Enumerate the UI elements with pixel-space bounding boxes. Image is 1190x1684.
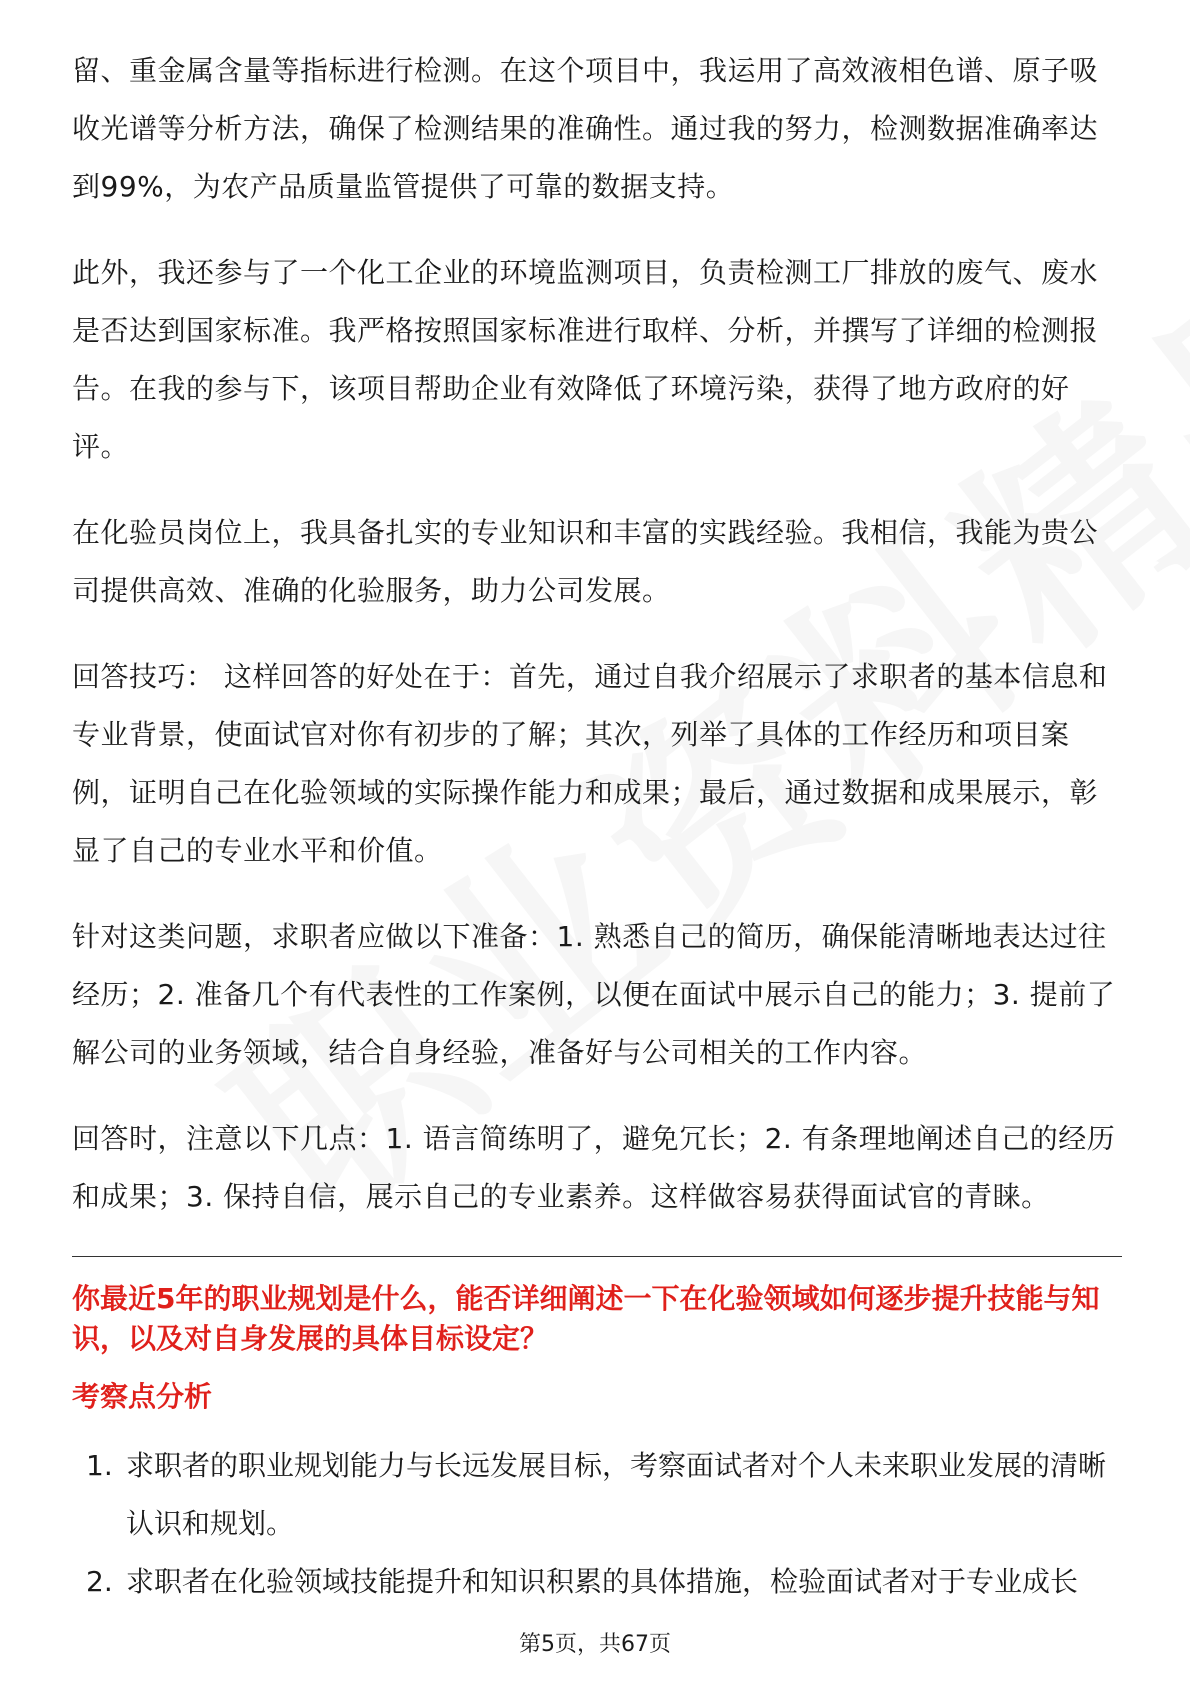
- list-item-text: 求职者的职业规划能力与长远发展目标，考察面试者对个人未来职业发展的清晰认识和规划。: [126, 1449, 1107, 1540]
- paragraph-preparation: 针对这类问题，求职者应做以下准备：1. 熟悉自己的简历，确保能清晰地表达过往经历；2. 准备几个有代表性的工作案例，以便在面试中展示自己的能力；3. 提前了解公司的业务领域，结合自身经验，准备好与公司相关的工作内容。: [72, 920, 1116, 1069]
- paragraph-notes: 回答时，注意以下几点：1. 语言简练明了，避免冗长；2. 有条理地阐述自己的经历和成果；3. 保持自信，展示自己的专业素养。这样做容易获得面试官的青睐。: [72, 1122, 1116, 1213]
- interview-question: 你最近5年的职业规划是什么，能否详细阐述一下在化验领域如何逐步提升技能与知识，以及对自身发展的具体目标设定？: [72, 1282, 1100, 1355]
- page-number-footer: 第5页，共67页: [519, 1632, 671, 1657]
- paragraph-2: 此外，我还参与了一个化工企业的环境监测项目，负责检测工厂排放的废气、废水是否达到国家标准。我严格按照国家标准进行取样、分析，并撰写了详细的检测报告。在我的参与下，该项目帮助企业有效降低了环境污染，获得了地方政府的好评。: [72, 256, 1099, 463]
- analysis-points-list: [72, 1437, 1122, 1611]
- section-divider: [72, 1256, 1122, 1257]
- list-item: [72, 1437, 1122, 1553]
- paragraph-1: 留、重金属含量等指标进行检测。在这个项目中，我运用了高效液相色谱、原子吸收光谱等分析方法，确保了检测结果的准确性。通过我的努力，检测数据准确率达到99%，为农产品质量监管提供了可靠的数据支持。: [72, 54, 1099, 203]
- paragraph-answer-tips: 回答技巧： 这样回答的好处在于：首先，通过自我介绍展示了求职者的基本信息和专业背景，使面试官对你有初步的了解；其次，列举了具体的工作经历和项目案例，证明自己在化验领域的实际操作能力和成果；最后，通过数据和成果展示，彰显了自己的专业水平和价值。: [72, 660, 1108, 867]
- list-item-text: 求职者在化验领域技能提升和知识积累的具体措施，检验面试者对于专业成长: [126, 1565, 1079, 1598]
- page-content: [72, 42, 1122, 1611]
- paragraph-3: 在化验员岗位上，我具备扎实的专业知识和丰富的实践经验。我相信，我能为贵公司提供高效、准确的化验服务，助力公司发展。: [72, 516, 1099, 607]
- list-item-number: 2.: [86, 1565, 113, 1598]
- list-item: [72, 1553, 1122, 1611]
- list-item-number: 1.: [86, 1449, 113, 1482]
- analysis-heading: 考察点分析: [72, 1380, 213, 1413]
